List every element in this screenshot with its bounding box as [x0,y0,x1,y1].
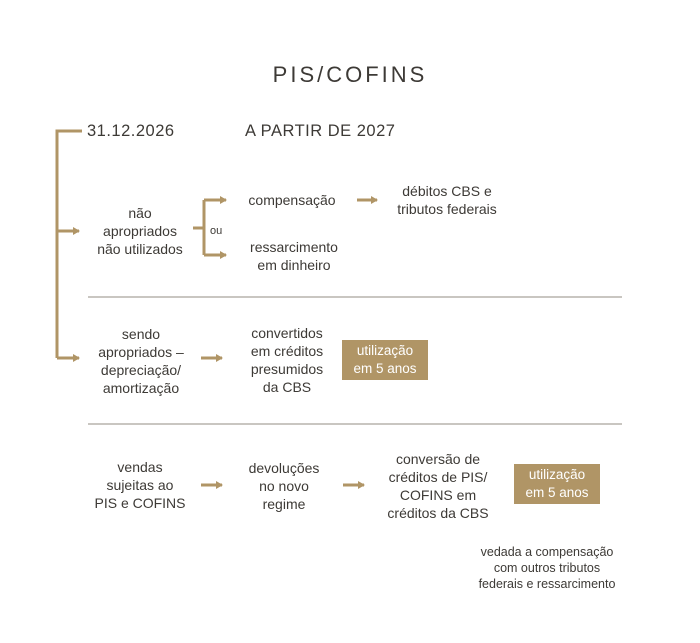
row3-note: vedada a compensação com outros tributos federais e ressarcimento [478,545,616,591]
row1-option-compensacao: compensação [248,192,336,208]
row2-source: sendo apropriados – depreciação/ amortização [98,326,184,396]
main-bracket-line [57,131,82,358]
page-title: PIS/COFINS [272,62,428,87]
column-header-left: 31.12.2026 [87,122,175,140]
column-header-right: A PARTIR DE 2027 [245,122,396,140]
row1-connector-ou: ou [210,225,223,237]
row2-result: convertidos em créditos presumidos da CBS [250,325,324,395]
row1-source: não apropriados não utilizados [97,205,183,257]
row3-result: conversão de créditos de PIS/ COFINS em créditos da CBS [387,451,489,521]
row1-option-ressarcimento: ressarcimento em dinheiro [250,239,338,273]
row3-source: vendas sujeitas ao PIS e COFINS [94,459,186,511]
row3-step: devoluções no novo regime [248,460,320,512]
row1-option-debitos: débitos CBS e tributos federais [397,183,497,217]
row3-badge: utilização em 5 anos [514,464,600,504]
row2-badge: utilização em 5 anos [342,340,428,380]
